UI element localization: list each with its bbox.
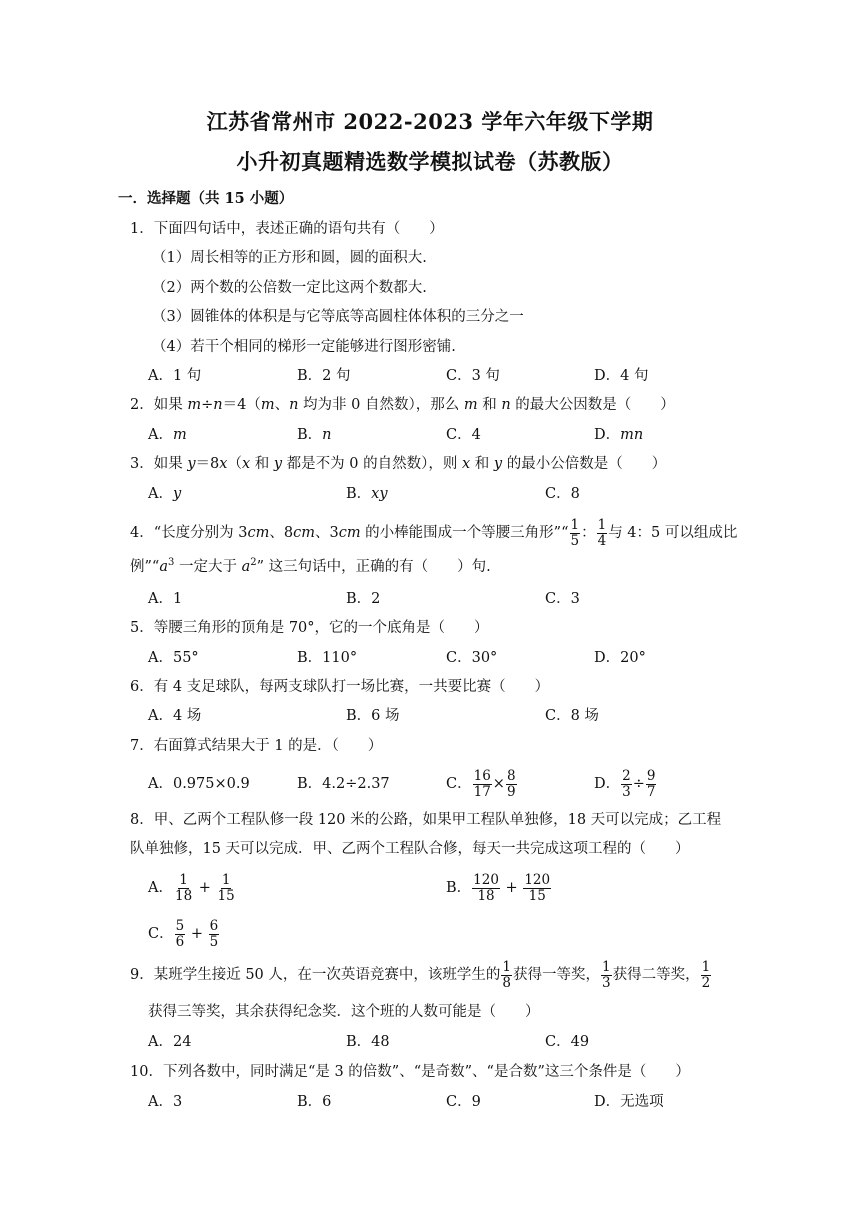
q5-option-b: B．110° (297, 650, 358, 666)
q7-option-d: D． $\frac{2}{3}$ ÷ $\frac{9}{7}$ (594, 767, 656, 800)
q1-option-b: B．2 句 (297, 368, 351, 384)
exam-title-line-1: 江苏省常州市 2022-2023 学年六年级下学期 (206, 109, 654, 134)
q4-stem-line-1: 4．“长度分别为 3cm、8cm、3cm 的小棒能围成一个等腰三角形”“ $\frac{1}{5}$ ： $\frac{1}{4}$ 与 4：5 可以组成比 (130, 516, 738, 549)
q6-option-b: B．6 场 (346, 708, 400, 724)
q10-stem: 10．下列各数中，同时满足“是 3 的倍数”、“是奇数”、“是合数”这三个条件是（ ） (130, 1064, 690, 1080)
q8-option-a: A． $\frac{1}{18}$ + $\frac{1}{15}$ (148, 871, 235, 904)
q1-statement-1: （1）周长相等的正方形和圆，圆的面积大. (152, 250, 427, 266)
q4-fraction-1: $\frac{1}{5}$ (570, 516, 580, 549)
q3-stem: 3．如果 y＝8x（x 和 y 都是不为 0 的自然数），则 x 和 y 的最小公倍数是（ ） (130, 456, 667, 472)
q1-option-c: C．3 句 (446, 368, 500, 384)
q1-stem: 1．下面四句话中，表述正确的语句共有（ ） (130, 221, 444, 237)
q5-option-d: D．20° (594, 650, 646, 666)
q9-option-b: B．48 (346, 1034, 390, 1050)
q4-option-b: B．2 (346, 591, 381, 607)
q1-statement-3: （3）圆锥体的体积是与它等底等高圆柱体体积的三分之一 (152, 309, 524, 325)
q8-stem-line-2: 队单独修，15 天可以完成．甲、乙两个工程队合修，每天一共完成这项工程的（ ） (130, 841, 690, 857)
q7-option-a: A．0.975×0.9 (148, 776, 250, 792)
q10-option-b: B．6 (297, 1094, 332, 1110)
q2-option-c: C．4 (446, 427, 481, 443)
q1-option-d: D．4 句 (594, 368, 649, 384)
q3-option-b: B．xy (346, 486, 388, 502)
q6-stem: 6．有 4 支足球队，每两支球队打一场比赛，一共要比赛（ ） (130, 679, 550, 695)
q8-stem-line-1: 8．甲、乙两个工程队修一段 120 米的公路，如果甲工程队单独修，18 天可以完成；乙工程 (130, 812, 722, 828)
q4-stem-line-2: 例$”“a^3$ 一定大于 $a^2$” 这三句话中，正确的有（ ）句. (130, 557, 491, 575)
q7-stem: 7．右面算式结果大于 1 的是．（ ） (130, 738, 383, 754)
q9-stem-line-1: 9．某班学生接近 50 人，在一次英语竞赛中，该班学生的 $\frac{1}{8}$ 获得一等奖， $\frac{1}{3}$ 获得二等奖， $\frac{1}{2}$ (130, 958, 711, 991)
q5-option-a: A．55° (148, 650, 199, 666)
q8-option-c: C． $\frac{5}{6}$ + $\frac{6}{5}$ (148, 917, 219, 950)
q7-option-b: B．4.2÷2.37 (297, 776, 390, 792)
q1-option-a: A．1 句 (148, 368, 202, 384)
q3-option-a: A．y (148, 486, 182, 502)
q6-option-c: C．8 场 (545, 708, 599, 724)
q2-option-a: A．m (148, 427, 187, 443)
q9-option-a: A．24 (148, 1034, 192, 1050)
q2-option-d: D．mn (594, 427, 644, 443)
q5-stem: 5．等腰三角形的顶角是 70°，它的一个底角是（ ） (130, 620, 489, 636)
q2-option-b: B．n (297, 427, 332, 443)
q5-option-c: C．30° (446, 650, 498, 666)
q9-option-c: C．49 (545, 1034, 590, 1050)
q8-option-b: B． $\frac{120}{18}$ + $\frac{120}{15}$ (446, 871, 551, 904)
q1-statement-2: （2）两个数的公倍数一定比这两个数都大. (152, 280, 427, 296)
q7-option-c: C． $\frac{16}{17}$ × $\frac{8}{9}$ (446, 767, 516, 800)
q2-stem: 2．如果 m÷n＝4（m、n 均为非 0 自然数），那么 m 和 n 的最大公因数是（ ） (130, 397, 675, 413)
q9-stem-line-2: 获得三等奖，其余获得纪念奖．这个班的人数可能是（ ） (148, 1004, 540, 1020)
q4-fraction-2: $\frac{1}{4}$ (597, 516, 607, 549)
q10-option-d: D．无选项 (594, 1094, 664, 1110)
q1-statement-4: （4）若干个相同的梯形一定能够进行图形密铺. (152, 339, 456, 355)
q3-option-c: C．8 (545, 486, 580, 502)
q4-option-c: C．3 (545, 591, 580, 607)
q6-option-a: A．4 场 (148, 708, 202, 724)
q10-option-c: C．9 (446, 1094, 481, 1110)
q4-option-a: A．1 (148, 591, 183, 607)
exam-title-line-2: 小升初真题精选数学模拟试卷（苏教版） (236, 149, 624, 174)
section-heading: 一．选择题（共 15 小题） (118, 190, 294, 207)
q10-option-a: A．3 (148, 1094, 183, 1110)
